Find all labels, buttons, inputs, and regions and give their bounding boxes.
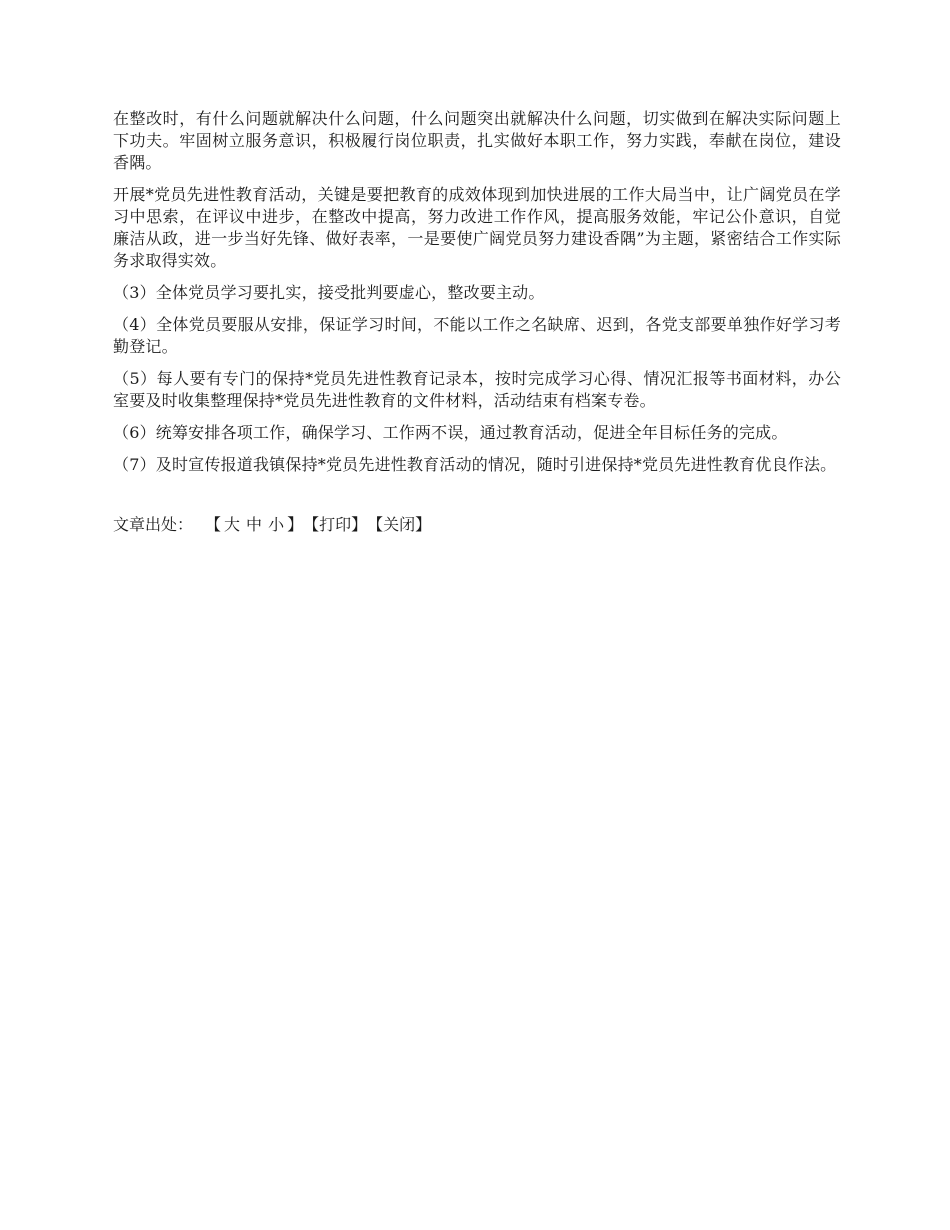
- font-size-controls: [205, 514, 303, 536]
- article-paragraph-3: （3）全体党员学习要扎实，接受批判要虚心，整改要主动。: [113, 283, 545, 302]
- article-paragraph-2: 开展*党员先进性教育活动，关键是要把教育的成效体现到加快进展的工作大局当中，让广阔党员在学习中思索，在评议中进步，在整改中提高，努力改进工作作风，提高服务效能，牢记公仆意识，自觉廉洁从政，进一步当好先锋、做好表率，一是要使广阔党员努力建设香隅”为主题，紧密结合工作实际务求取得实效。: [113, 185, 841, 270]
- font-size-small-link[interactable]: 小: [268, 515, 285, 534]
- article-paragraph-6: （6）统筹安排各项工作，确保学习、工作两不误，通过教育活动，促进全年目标任务的完成。: [113, 423, 788, 442]
- article-paragraph-5: （5）每人要有专门的保持*党员先进性教育记录本，按时完成学习心得、情况汇报等书面材料，办公室要及时收集整理保持*党员先进性教育的文件材料，活动结束有档案专卷。: [113, 369, 841, 410]
- close-link[interactable]: 【关闭】: [367, 515, 432, 534]
- article-paragraph-7: （7）及时宣传报道我镇保持*党员先进性教育活动的情况，随时引进保持*党员先进性教育优良作法。: [113, 455, 837, 474]
- font-size-large-link[interactable]: 大: [224, 515, 241, 534]
- print-link[interactable]: 【打印】: [303, 515, 368, 534]
- article-body: [113, 108, 841, 476]
- article-footer: [113, 514, 841, 536]
- source-label: 文章出处：: [113, 515, 194, 534]
- article-paragraph-1: 在整改时，有什么问题就解决什么问题，什么问题突出就解决什么问题，切实做到在解决实际问题上下功夫。牢固树立服务意识，积极履行岗位职责，扎实做好本职工作，努力实践，奉献在岗位，建设香隅。: [113, 109, 841, 172]
- article-page: [113, 108, 841, 536]
- font-size-medium-link[interactable]: 中: [246, 515, 263, 534]
- bracket-close: 】: [287, 515, 304, 534]
- article-paragraph-4: （4）全体党员要服从安排，保证学习时间，不能以工作之名缺席、迟到，各党支部要单独作好学习考勤登记。: [113, 315, 841, 356]
- bracket-open: 【: [205, 515, 222, 534]
